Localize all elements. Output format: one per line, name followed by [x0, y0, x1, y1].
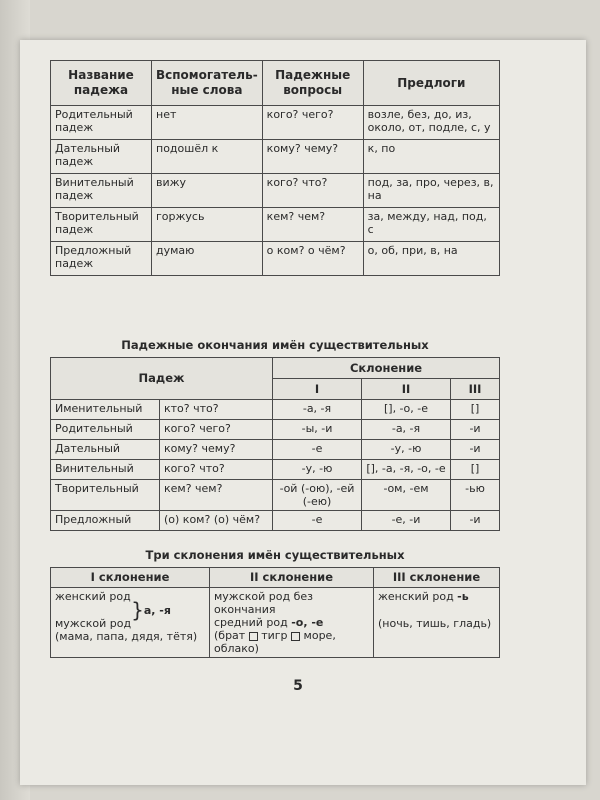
cell: думаю: [152, 242, 263, 276]
header-case-questions: Падежные вопросы: [262, 61, 363, 106]
header-decl-1: I склонение: [51, 568, 210, 588]
cell: вижу: [152, 174, 263, 208]
cell: под, за, про, через, в, на: [363, 174, 499, 208]
cell: подошёл к: [152, 140, 263, 174]
cell: -а, -я: [273, 400, 362, 420]
table-row: [51, 242, 500, 276]
decl-3-line1: женский род: [378, 590, 458, 603]
cell: Винительный: [51, 460, 160, 480]
endings-table: [50, 357, 500, 531]
empty-ending-icon: [249, 632, 258, 641]
decl-1-cell: [51, 588, 210, 658]
cell: Винительный падеж: [51, 174, 152, 208]
table-row: [51, 440, 500, 460]
cell: кого? чего?: [160, 420, 273, 440]
cell: возле, без, до, из, около, от, подле, с, у: [363, 106, 499, 140]
cell: Предложный: [51, 511, 160, 531]
header-helper-words: Вспомогательные слова: [152, 61, 263, 106]
cell: -а, -я: [362, 420, 451, 440]
table-row: [51, 588, 500, 658]
declensions-heading: Три склонения имён существительных: [145, 548, 405, 562]
table-row: [51, 400, 500, 420]
cell: [], -а, -я, -о, -е: [362, 460, 451, 480]
decl-3-ending: -ь: [457, 590, 469, 603]
cell: Творительный падеж: [51, 208, 152, 242]
cell: [], -о, -е: [362, 400, 451, 420]
cell: о ком? о чём?: [262, 242, 363, 276]
header-case-name: Название падежа: [51, 61, 152, 106]
header-decl-2: II: [362, 379, 451, 400]
table-row: [51, 208, 500, 242]
cell: к, по: [363, 140, 499, 174]
cell: -е: [273, 440, 362, 460]
cell: горжусь: [152, 208, 263, 242]
endings-heading: Падежные окончания имён существительных: [121, 338, 429, 352]
cell: -ой (-ою), -ей (-ею): [273, 480, 362, 511]
table-row: [51, 174, 500, 208]
cell: Творительный: [51, 480, 160, 511]
brace-icon: }: [131, 598, 144, 622]
cell: кем? чем?: [160, 480, 273, 511]
cell: о, об, при, в, на: [363, 242, 499, 276]
page-number: 5: [293, 678, 303, 694]
cell: -и: [451, 420, 500, 440]
decl-2-example-c: море, облако): [214, 629, 336, 655]
cell: нет: [152, 106, 263, 140]
cell: кого? что?: [160, 460, 273, 480]
cell: -и: [451, 511, 500, 531]
header-decl-3: III: [451, 379, 500, 400]
empty-ending-icon: [291, 632, 300, 641]
header-decl-3: III склонение: [374, 568, 500, 588]
cell: Дательный падеж: [51, 140, 152, 174]
cell: -е, -и: [362, 511, 451, 531]
cell: Именительный: [51, 400, 160, 420]
decl-1-examples: (мама, папа, дядя, тётя): [55, 630, 198, 643]
decl-2-example-a: (брат: [214, 629, 246, 642]
cell: кто? что?: [160, 400, 273, 420]
cell: кем? чем?: [262, 208, 363, 242]
table-row: [51, 460, 500, 480]
decl-2-line1: мужской род без окончания: [214, 590, 313, 616]
cell: -ом, -ем: [362, 480, 451, 511]
cell: за, между, над, под, с: [363, 208, 499, 242]
cell: -у, -ю: [362, 440, 451, 460]
table-row: [51, 511, 500, 531]
cell: Предложный падеж: [51, 242, 152, 276]
decl-2-example-b: тигр: [261, 629, 288, 642]
cell: Родительный падеж: [51, 106, 152, 140]
decl-2-line2: средний род: [214, 616, 292, 629]
cell: []: [451, 460, 500, 480]
cell: кого? что?: [262, 174, 363, 208]
cell: -ы, -и: [273, 420, 362, 440]
decl-3-cell: [374, 588, 500, 658]
header-decl-1: I: [273, 379, 362, 400]
decl-3-examples: (ночь, тишь, гладь): [378, 617, 492, 630]
masculine-label: мужской род: [55, 617, 132, 630]
decl-2-endings: -о, -е: [291, 616, 324, 629]
cell: -е: [273, 511, 362, 531]
cell: -и: [451, 440, 500, 460]
cases-table: [50, 60, 500, 276]
table-row: [51, 480, 500, 511]
table-row: [51, 106, 500, 140]
feminine-label: женский род: [55, 590, 131, 603]
header-decl-2: II склонение: [210, 568, 374, 588]
table-row: [51, 420, 500, 440]
header-prepositions: Предлоги: [363, 61, 499, 106]
decl-1-endings: а, -я: [143, 603, 171, 617]
cell: кому? чему?: [262, 140, 363, 174]
cell: кого? чего?: [262, 106, 363, 140]
cell: -у, -ю: [273, 460, 362, 480]
header-case: Падеж: [51, 358, 273, 400]
cell: Дательный: [51, 440, 160, 460]
declensions-table: [50, 567, 500, 658]
cell: []: [451, 400, 500, 420]
decl-2-cell: [210, 588, 374, 658]
cell: Родительный: [51, 420, 160, 440]
table-row: [51, 140, 500, 174]
cell: кому? чему?: [160, 440, 273, 460]
cell: (о) ком? (о) чём?: [160, 511, 273, 531]
cell: -ью: [451, 480, 500, 511]
header-declension: Склонение: [273, 358, 500, 379]
